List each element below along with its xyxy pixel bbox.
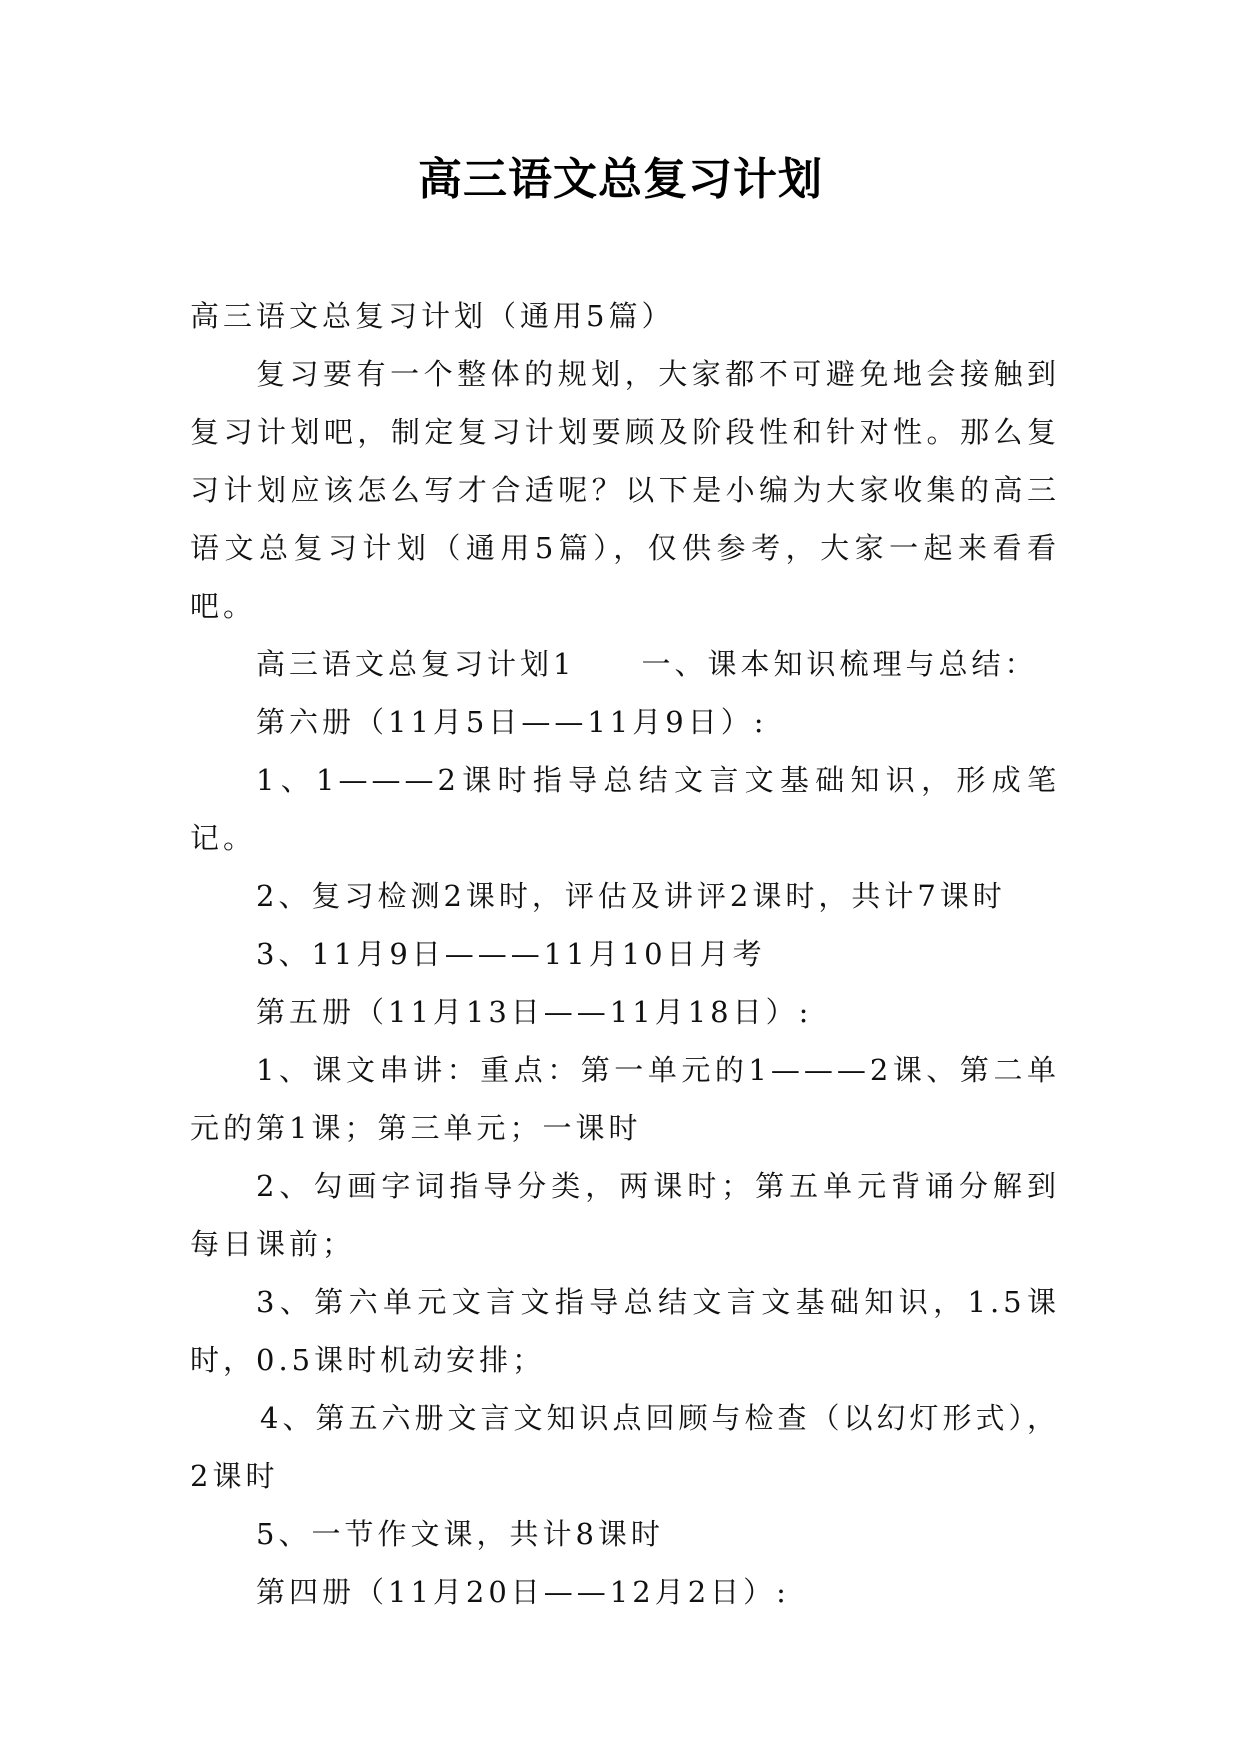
paragraph-book-4-heading: 第四册（11月20日——12月2日）: — [256, 1575, 790, 1609]
paragraph-book-5-item-5: 5、一节作文课，共计8课时 — [256, 1517, 664, 1551]
paragraph-book-5-item-2: 2、勾画字词指导分类，两课时；第五单元背诵分解到每日课前； — [190, 1169, 1060, 1261]
paragraph-book-5-item-1: 1、课文串讲：重点：第一单元的1———2课、第二单元的第1课；第三单元；一课时 — [190, 1053, 1060, 1145]
document-title: 高三语文总复习计划 — [418, 154, 823, 205]
document-body — [190, 287, 1060, 1621]
paragraph-book-5-item-3: 3、第六单元文言文指导总结文言文基础知识，1.5课时，0.5课时机动安排； — [190, 1285, 1060, 1377]
paragraph-book-6-item-3: 3、11月9日———11月10日月考 — [256, 937, 766, 971]
paragraph-book-6-heading: 第六册（11月5日——11月9日）: — [256, 705, 768, 739]
paragraph-book-6-item-1: 1、1———2课时指导总结文言文基础知识，形成笔记。 — [190, 763, 1060, 855]
paragraph-plan-1-heading: 高三语文总复习计划1 一、课本知识梳理与总结： — [256, 647, 1038, 681]
paragraph-subtitle: 高三语文总复习计划（通用5篇） — [190, 299, 675, 333]
paragraph-intro: 复习要有一个整体的规划，大家都不可避免地会接触到复习计划吧，制定复习计划要顾及阶段性和针对性。那么复习计划应该怎么写才合适呢？以下是小编为大家收集的高三语文总复习计划（通用5篇），仅供参考，大家一起来看看吧。 — [190, 357, 1060, 623]
paragraph-book-5-item-4: 4、第五六册文言文知识点回顾与检查（以幻灯形式），2课时 — [190, 1401, 1060, 1493]
paragraph-book-5-heading: 第五册（11月13日——11月18日）: — [256, 995, 813, 1029]
paragraph-book-6-item-2: 2、复习检测2课时，评估及讲评2课时，共计7课时 — [256, 879, 1006, 913]
